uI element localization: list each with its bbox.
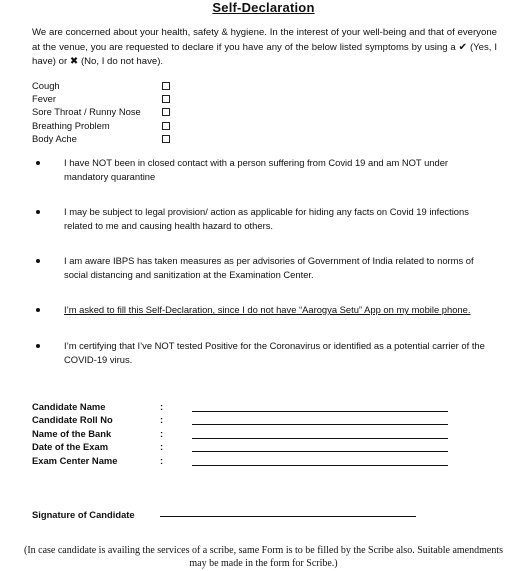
field-colon: : xyxy=(160,427,164,439)
bullet-icon xyxy=(36,344,40,348)
symptom-label: Fever xyxy=(32,93,56,105)
symptom-label: Cough xyxy=(32,80,60,91)
intro-paragraph xyxy=(32,26,497,70)
symptom-checkbox[interactable] xyxy=(162,135,170,143)
declaration-text: I may be subject to legal provision/ action as applicable for hiding any facts on Covid 19 infections related to me and causing health hazard to others. xyxy=(64,206,469,231)
field-exam-date xyxy=(32,440,462,453)
field-candidate-roll-no xyxy=(32,413,462,426)
signature-input-line[interactable] xyxy=(160,516,416,517)
cross-mark-icon: ✖ xyxy=(69,56,79,67)
field-colon: : xyxy=(160,441,164,453)
page-title: Self-Declaration xyxy=(212,0,315,15)
symptom-checkbox[interactable] xyxy=(162,108,170,116)
declaration-text: I have NOT been in closed contact with a person suffering from Covid 19 and am NOT under mandatory quarantine xyxy=(64,157,449,182)
field-label: Date of the Exam xyxy=(32,441,109,453)
field-colon: : xyxy=(160,414,164,426)
symptom-checkbox[interactable] xyxy=(162,82,170,90)
intro-text-3: (No, I do not have). xyxy=(80,56,164,67)
intro-text-1: We are concerned about your health, safety & hygiene. In the interest of your well-being and that of everyone at the venue, you are requested to declare if you have any of the below listed symptoms by using a xyxy=(32,27,497,53)
bullet-icon xyxy=(36,210,40,214)
symptom-label: Breathing Problem xyxy=(32,119,110,131)
bank-name-input-line[interactable] xyxy=(192,438,448,439)
candidate-name-input-line[interactable] xyxy=(192,411,448,412)
declaration-text: I’m certifying that I’ve NOT tested Positive for the Coronavirus or identified as a potential carrier of the COVID-19 virus. xyxy=(64,340,485,365)
field-exam-center-name xyxy=(32,454,462,467)
declaration-text: I am aware IBPS has taken measures as per advisories of Government of India related to norms of social distancing and sanitization at the Examination Center. xyxy=(64,255,474,280)
field-colon: : xyxy=(160,454,164,466)
symptom-list xyxy=(32,79,172,145)
symptom-row-fever xyxy=(32,92,172,105)
bullet-icon xyxy=(36,259,40,263)
field-label: Exam Center Name xyxy=(32,454,118,466)
signature-field xyxy=(32,505,432,519)
field-candidate-name xyxy=(32,400,462,413)
bullet-icon xyxy=(36,308,40,312)
symptom-row-body-ache xyxy=(32,132,172,145)
intro-text-2: (Yes, I have) or xyxy=(32,41,498,67)
exam-center-input-line[interactable] xyxy=(192,465,448,466)
field-colon: : xyxy=(160,401,164,412)
scribe-note: (In case candidate is availing the services of a scribe, same Form is to be filled by the Scribe also. Suitable amendments may be made in the form for Scribe.) xyxy=(23,545,504,569)
symptom-checkbox[interactable] xyxy=(162,122,170,130)
candidate-details-form xyxy=(32,400,462,467)
symptom-row-breathing-problem xyxy=(32,119,172,132)
roll-no-input-line[interactable] xyxy=(192,424,448,425)
field-label: Candidate Roll No xyxy=(32,414,113,426)
symptom-row-sore-throat xyxy=(32,105,172,118)
symptom-label: Sore Throat / Runny Nose xyxy=(32,106,141,118)
bullet-icon xyxy=(36,161,40,165)
field-label: Name of the Bank xyxy=(32,427,112,439)
signature-label: Signature of Candidate xyxy=(32,509,135,520)
field-bank-name xyxy=(32,427,462,440)
check-mark-icon: ✔ xyxy=(458,41,468,53)
declaration-text: I’m asked to fill this Self-Declaration, since I do not have “Aarogya Setu” App on my mobile phone. xyxy=(64,304,471,315)
symptom-checkbox[interactable] xyxy=(162,95,170,103)
exam-date-input-line[interactable] xyxy=(192,451,448,452)
field-label: Candidate Name xyxy=(32,401,106,412)
symptom-row-cough xyxy=(32,79,172,92)
symptom-label: Body Ache xyxy=(32,132,77,144)
